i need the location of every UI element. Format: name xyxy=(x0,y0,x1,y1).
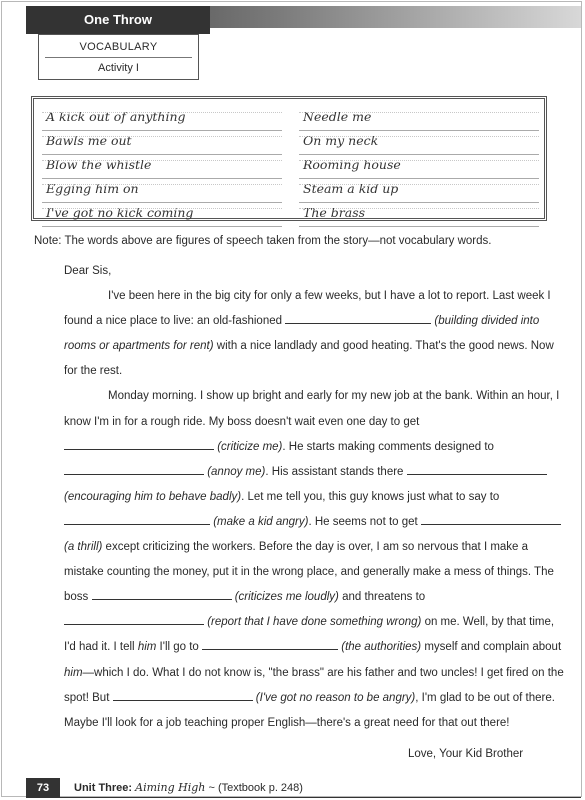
footer-unit-title: Aiming High xyxy=(135,781,206,794)
phrase-item: A kick out of anything xyxy=(42,107,282,131)
phrase-item: Steam a kid up xyxy=(299,179,539,203)
page-number: 73 xyxy=(26,778,60,798)
activity-label: Activity I xyxy=(98,62,139,74)
phrase-item: Needle me xyxy=(299,107,539,131)
footer-caption xyxy=(74,779,303,797)
letter-text: I've been here in the big city for only a few weeks, but I have a lot to report. Last week I found a nice place to live: an old-fashioned xyxy=(64,290,551,328)
emphasis-text: him xyxy=(137,641,157,654)
letter-text: myself and complain about xyxy=(424,641,562,654)
letter-text: , I'm glad to be out of there. Maybe I'll look for a job teaching proper English—there's a great need for that out there! xyxy=(64,691,555,729)
phrase-item: I've got no kick coming xyxy=(42,203,282,227)
phrase-item: Blow the whistle xyxy=(42,155,282,179)
letter-closing: Love, Your Kid Brother xyxy=(408,748,524,760)
blank-hint: (the authorities) xyxy=(341,641,422,654)
blank-hint: (criticize me) xyxy=(217,440,283,453)
answer-blank[interactable] xyxy=(285,312,431,324)
letter-text: I'll go to xyxy=(159,641,199,654)
emphasis-text: him xyxy=(64,666,83,679)
blank-hint: (encouraging him to behave badly) xyxy=(64,490,242,503)
answer-blank[interactable] xyxy=(421,513,561,525)
letter-greeting: Dear Sis, xyxy=(64,265,112,277)
letter-text: . He seems not to get xyxy=(308,515,418,528)
answer-blank[interactable] xyxy=(407,463,547,475)
phrase-item: On my neck xyxy=(299,131,539,155)
letter-text: on me. Well, by that time, I'd had it. I tell xyxy=(64,616,555,654)
answer-blank[interactable] xyxy=(113,689,253,701)
blank-hint: (building divided into rooms or apartments for rent) xyxy=(64,315,540,353)
phrase-item: Egging him on xyxy=(42,179,282,203)
phrase-column-left xyxy=(42,107,282,227)
phrase-item: Rooming house xyxy=(299,155,539,179)
blank-hint: (make a kid angry) xyxy=(213,515,309,528)
letter-text: and threatens to xyxy=(342,591,426,604)
letter-text: . His assistant stands there xyxy=(265,465,404,478)
footer-reference: ~ (Textbook p. 248) xyxy=(208,782,303,794)
blank-hint: (I've got no reason to be angry) xyxy=(255,691,416,704)
letter-text: . Let me tell you, this guy knows just what to say to xyxy=(241,490,500,503)
phrase-item: Bawls me out xyxy=(42,131,282,155)
letter-text: with a nice landlady and good heating. That's the good news. Now for the rest. xyxy=(64,340,554,378)
page-title: One Throw xyxy=(26,6,210,34)
phrase-item: The brass xyxy=(299,203,539,227)
letter-text: except criticizing the workers. Before the day is over, I am so nervous that I make a mistake counting the money, put it in the wrong place, and generally make a mess of things. The boss xyxy=(64,541,554,604)
letter-body xyxy=(64,259,564,736)
letter-text: —which I do. What I do not know is, "the brass" are his father and two uncles! I get fired on the spot! But xyxy=(64,666,564,704)
answer-blank[interactable] xyxy=(64,463,204,475)
phrase-box xyxy=(31,96,547,221)
blank-hint: (criticizes me loudly) xyxy=(234,591,339,604)
footer-unit: Unit Three: xyxy=(74,782,133,794)
letter-text: Monday morning. I show up bright and early for my new job at the bank. Within an hour, I know I'm in for a rough ride. My boss doesn't wait even one day to get xyxy=(64,390,560,428)
footer-rule xyxy=(26,797,581,798)
blank-hint: (report that I have done something wrong) xyxy=(207,616,422,629)
answer-blank[interactable] xyxy=(92,588,232,600)
phrase-column-right xyxy=(299,107,539,227)
letter-paragraph-1 xyxy=(64,284,564,384)
answer-blank[interactable] xyxy=(202,638,338,650)
section-label: VOCABULARY xyxy=(45,35,192,58)
answer-blank[interactable] xyxy=(64,438,214,450)
note-text: Note: The words above are figures of speech taken from the story—not vocabulary words. xyxy=(34,235,492,247)
letter-paragraph-2 xyxy=(64,384,564,735)
vocabulary-label-box xyxy=(38,34,199,80)
answer-blank[interactable] xyxy=(64,613,204,625)
blank-hint: (a thrill) xyxy=(64,541,103,554)
answer-blank[interactable] xyxy=(64,513,210,525)
letter-text: . He starts making comments designed to xyxy=(282,440,494,453)
blank-hint: (annoy me) xyxy=(207,465,266,478)
